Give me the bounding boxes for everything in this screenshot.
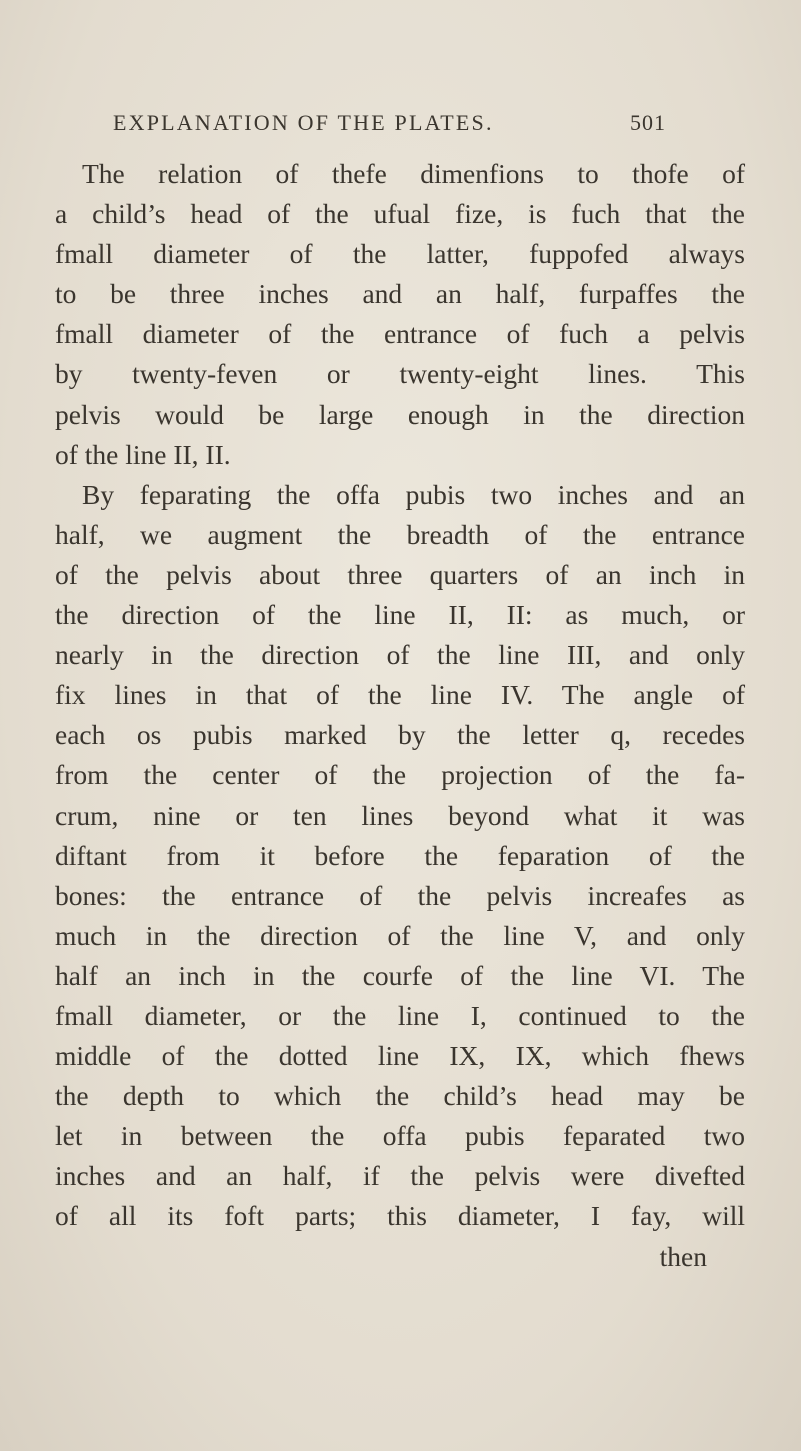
- catchword: then: [659, 1240, 707, 1272]
- text-line: half an inch in the courfe of the line VI. The: [55, 959, 745, 991]
- text-line: from the center of the projection of the fa-: [55, 759, 745, 791]
- text-line: each os pubis marked by the letter q, recedes: [55, 719, 745, 751]
- text-line: to be three inches and an half, furpaffes the: [55, 278, 745, 310]
- body-text: [55, 154, 745, 1277]
- text-line: middle of the dotted line IX, IX, which fhews: [55, 1040, 745, 1072]
- text-line: much in the direction of the line V, and only: [55, 919, 745, 951]
- text-line: fmall diameter of the latter, fuppofed always: [55, 238, 745, 270]
- text-line: By feparating the offa pubis two inches and an: [82, 478, 745, 510]
- text-line: diftant from it before the feparation of the: [55, 839, 745, 871]
- text-line: inches and an half, if the pelvis were divefted: [55, 1160, 745, 1192]
- text-line: a child’s head of the ufual fize, is fuch that the: [55, 198, 745, 230]
- text-line: fmall diameter, or the line I, continued to the: [55, 999, 745, 1031]
- text-line: of all its foft parts; this diameter, I fay, will: [55, 1200, 745, 1232]
- text-line: fmall diameter of the entrance of fuch a pelvis: [55, 318, 745, 350]
- running-title: EXPLANATION OF THE PLATES.: [113, 110, 494, 135]
- page-number: 501: [630, 110, 666, 135]
- text-line: pelvis would be large enough in the direction: [55, 398, 745, 430]
- text-line: nearly in the direction of the line III, and only: [55, 639, 745, 671]
- text-line: let in between the offa pubis feparated two: [55, 1120, 745, 1152]
- text-line: the depth to which the child’s head may be: [55, 1080, 745, 1112]
- text-line: half, we augment the breadth of the entrance: [55, 518, 745, 550]
- text-line: fix lines in that of the line IV. The angle of: [55, 679, 745, 711]
- text-line: of the pelvis about three quarters of an inch in: [55, 558, 745, 590]
- running-head: [113, 110, 683, 136]
- text-line: The relation of thefe dimenfions to thofe of: [82, 158, 745, 189]
- text-line: of the line II, II.: [55, 438, 231, 470]
- text-line: bones: the entrance of the pelvis increafes as: [55, 879, 745, 911]
- text-line: the direction of the line II, II: as much, or: [55, 599, 745, 631]
- text-line: by twenty-feven or twenty-eight lines. This: [55, 358, 745, 390]
- text-line: crum, nine or ten lines beyond what it was: [55, 799, 745, 831]
